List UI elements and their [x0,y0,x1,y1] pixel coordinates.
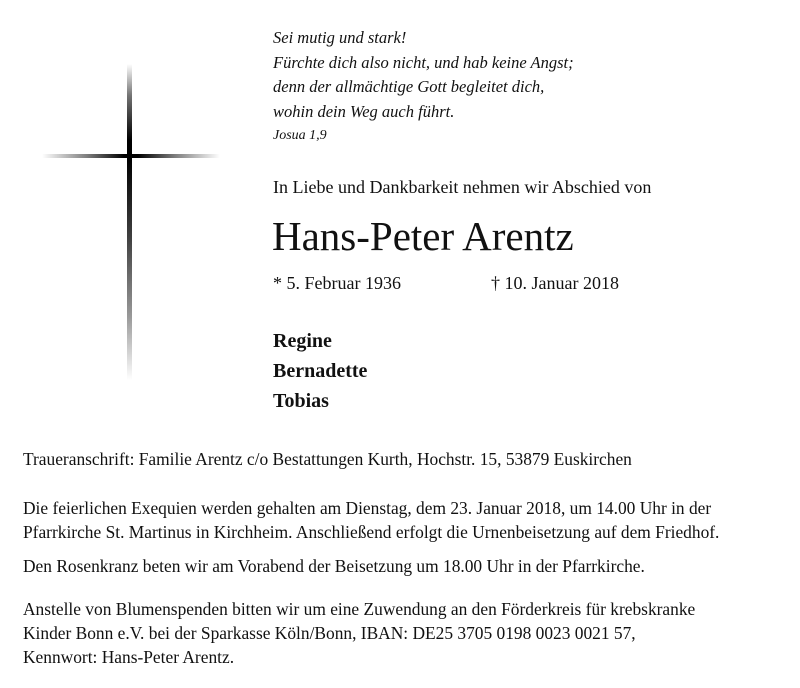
mourners-list [273,326,367,416]
mourner-name: Bernadette [273,360,368,382]
birth-date: * 5. Februar 1936 [273,273,401,293]
deceased-name: Hans-Peter Arentz [272,213,574,259]
verse-reference: Josua 1,9 [273,128,327,143]
bible-verse [273,26,574,124]
mourner-name: Regine [273,330,332,352]
paragraph-line: Kinder Bonn e.V. bei der Sparkasse Köln/Bonn, IBAN: DE25 3705 0198 0023 0021 57, [23,623,636,643]
cross-vertical-beam [127,64,132,380]
mourner-name: Tobias [273,390,329,412]
death-date: † 10. Januar 2018 [491,273,619,293]
verse-line: denn der allmächtige Gott begleitet dich, [273,77,545,96]
funeral-service-info [23,496,719,544]
verse-line: Fürchte dich also nicht, und hab keine Angst; [273,52,574,72]
verse-line: Sei mutig und stark! [273,28,407,47]
paragraph-line: Die feierlichen Exequien werden gehalten am Dienstag, dem 23. Januar 2018, um 14.00 Uhr in der [23,498,712,518]
donation-info [23,597,695,669]
farewell-intro: In Liebe und Dankbarkeit nehmen wir Abschied von [273,177,652,197]
verse-line: wohin dein Weg auch führt. [273,101,455,121]
cross-horizontal-beam [42,154,220,158]
mourning-address: Traueranschrift: Familie Arentz c/o Bestattungen Kurth, Hochstr. 15, 53879 Euskirchen [23,449,632,469]
paragraph-line: Kennwort: Hans-Peter Arentz. [23,647,235,667]
paragraph-line: Anstelle von Blumenspenden bitten wir um eine Zuwendung an den Förderkreis für krebskranke [23,599,696,619]
paragraph-line: Pfarrkirche St. Martinus in Kirchheim. Anschließend erfolgt die Urnenbeisetzung auf dem Friedhof. [23,522,720,542]
rosary-info: Den Rosenkranz beten wir am Vorabend der Beisetzung um 18.00 Uhr in der Pfarrkirche. [23,556,645,576]
